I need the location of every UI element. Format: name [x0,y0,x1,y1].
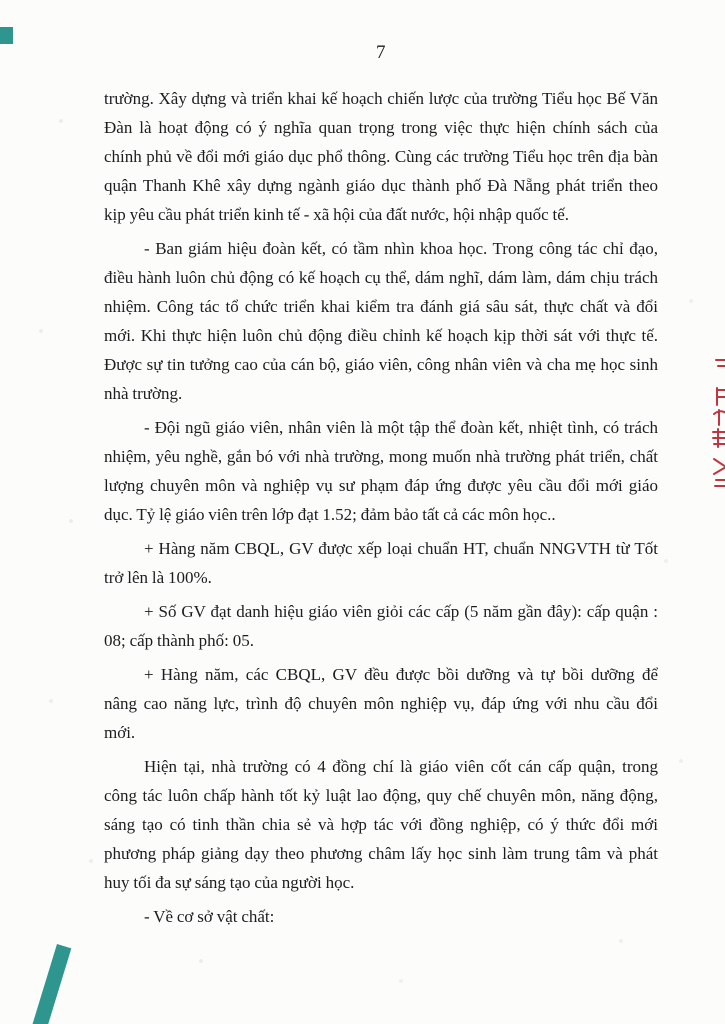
text-line: nhiệm. Công tác tổ chức triển khai kiểm tra đánh giá sâu sát, thực chất và đổi [104,297,658,316]
text-line: điều hành luôn chủ động có kế hoạch cụ thể, dám nghĩ, dám làm, dám chịu trách [104,268,658,287]
text-line: + Hàng năm, các CBQL, GV đều được bồi dưỡng và tự bồi dưỡng để [144,665,658,684]
page-number: 7 [376,42,386,63]
text-line: mới. [104,723,136,742]
text-line: + Số GV đạt danh hiệu giáo viên giỏi các cấp (5 năm gần đây): cấp quận : [144,602,658,621]
paragraph [104,413,658,529]
text-line: phương pháp giảng dạy theo phương châm lấy học sinh làm trung tâm và phát [104,844,658,863]
text-line: nhà trường. [104,384,183,403]
paragraph [104,234,658,408]
paragraph [104,752,658,897]
text-line: 08; cấp thành phố: 05. [104,631,254,650]
text-line: trường. Xây dựng và triển khai kế hoạch chiến lược của trường Tiểu học Bế Văn [104,89,658,108]
paragraph [104,902,658,931]
text-line: trở lên là 100%. [104,568,212,587]
text-line: lượng chuyên môn và nghiệp vụ sư phạm đáp ứng được yêu cầu đổi mới giáo [104,476,658,495]
text-line: - Ban giám hiệu đoàn kết, có tầm nhìn khoa học. Trong công tác chỉ đạo, [144,239,658,258]
text-line: quận Thanh Khê xây dựng ngành giáo dục thành phố Đà Nẵng phát triển theo [104,176,658,195]
text-line: mới. Khi thực hiện luôn chủ động điều chỉnh kế hoạch kịp thời sát với thực tế. [104,326,658,345]
text-line: Hiện tại, nhà trường có 4 đồng chí là giáo viên cốt cán cấp quận, trong [144,757,658,776]
text-line: nhiệm, yêu nghề, gắn bó với nhà trường, mong muốn nhà trường phát triển, chất [104,447,658,466]
teal-scan-artifact-top-left [0,27,13,44]
text-line: nâng cao năng lực, trình độ chuyên môn nghiệp vụ, đáp ứng với nhu cầu đổi [104,694,658,713]
text-line: - Về cơ sở vật chất: [144,907,275,926]
text-line: + Hàng năm CBQL, GV được xếp loại chuẩn HT, chuẩn NNGVTH từ Tốt [144,539,658,558]
text-line: kịp yêu cầu phát triển kinh tế - xã hội của đất nước, hội nhập quốc tế. [104,205,569,224]
paragraph [104,84,658,229]
paragraph [104,597,658,655]
text-line: chính phủ về đổi mới giáo dục phổ thông. Cùng các trường Tiểu học trên địa bàn [104,147,658,166]
text-line: sáng tạo có tinh thần chia sẻ và hợp tác với đồng nghiệp, có ý thức đổi mới [104,815,658,834]
text-line: - Đội ngũ giáo viên, nhân viên là một tập thể đoàn kết, nhiệt tình, có trách [144,418,658,437]
paragraph [104,660,658,747]
text-line: công tác luôn chấp hành tốt kỷ luật lao động, quy chế chuyên môn, năng động, [104,786,658,805]
text-line: dục. Tỷ lệ giáo viên trên lớp đạt 1.52; đảm bảo tất cả các môn học.. [104,505,556,524]
teal-scan-artifact-bottom-left [29,944,71,1024]
text-line: huy tối đa sự sáng tạo của người học. [104,873,355,892]
document-body [104,84,658,936]
handwritten-red-mark [702,352,725,502]
text-line: Đàn là hoạt động có ý nghĩa quan trọng trong việc thực hiện chính sách của [104,118,658,137]
scan-noise [0,0,2,2]
paragraph [104,534,658,592]
text-line: Được sự tin tưởng cao của cán bộ, giáo viên, công nhân viên và cha mẹ học sinh [104,355,658,374]
